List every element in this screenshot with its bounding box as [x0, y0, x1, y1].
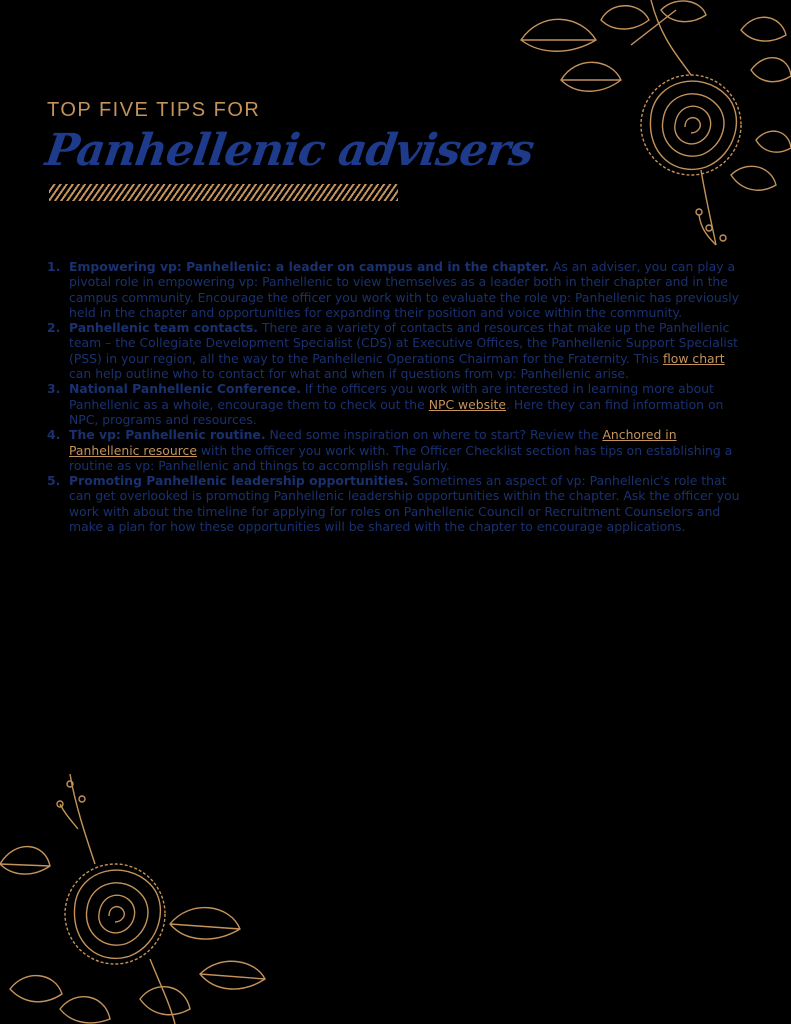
rose-floral-illustration — [501, 0, 791, 250]
tip-heading: Promoting Panhellenic leadership opportunities. — [69, 473, 409, 489]
page-kicker: TOP FIVE TIPS FOR — [47, 99, 261, 121]
tip-number: 2. — [47, 320, 61, 336]
flow-chart-link[interactable]: flow chart — [662, 350, 725, 366]
tips-list — [47, 259, 747, 534]
tip-number: 5. — [47, 473, 61, 489]
tip-number: 1. — [47, 259, 61, 274]
tip-heading: National Panhellenic Conference. — [69, 381, 301, 397]
list-item — [47, 320, 747, 381]
anchored-resource-link[interactable]: Anchored in Panhellenic resource — [69, 427, 677, 458]
tip-number: 3. — [47, 381, 61, 397]
tip-number: 4. — [47, 427, 61, 443]
tip-heading: Panhellenic team contacts. — [69, 320, 259, 336]
npc-website-link[interactable]: NPC website — [428, 396, 507, 412]
tip-body: As an adviser, you can play a pivotal role in empowering vp: Panhellenic to view themselves as a leader both in their chapter and in the campus community. Encourage the officer you work with to evaluate the role vp: Panhellenic has previously held in the chapter and opportunities for expanding their position and voice within the community. — [69, 259, 739, 320]
tip-heading: The vp: Panhellenic routine. — [69, 427, 266, 443]
tip-body: Sometimes an aspect of vp: Panhellenic's role that can get overlooked is promoting Panhellenic leadership opportunities within the chapter. Ask the officer you work with about the timeline for applying for roles on Panhellenic Council or Recruitment Counselors and make a plan for how these opportunities will be shared with the chapter to encourage applications. — [69, 473, 740, 535]
tip-body-after: with the officer you work with. The Officer Checklist section has tips on establishing a routine as vp: Panhellenic and things to accomplish regularly. — [69, 442, 733, 473]
decorative-hatch-bar — [49, 184, 398, 201]
list-item — [47, 473, 747, 534]
tip-body: If the officers you work with are interested in learning more about Panhellenic as a whole, encourage them to check out the — [69, 381, 714, 412]
tip-body: Need some inspiration on where to start? Review the — [265, 427, 603, 443]
list-item — [47, 381, 747, 427]
tip-body-after: . Here they can find information on NPC, programs and resources. — [69, 396, 724, 427]
tip-heading: Empowering vp: Panhellenic: a leader on campus and in the chapter. — [69, 259, 549, 274]
tip-body-after: can help outline who to contact for what and when if questions from vp: Panhellenic arise. — [69, 366, 629, 382]
list-item — [47, 427, 747, 473]
list-item — [47, 259, 747, 320]
rose-floral-illustration — [0, 774, 290, 1024]
page-title: Panhellenic advisers — [42, 125, 537, 176]
tip-body: There are a variety of contacts and resources that make up the Panhellenic team – the Collegiate Development Specialist (CDS) at Executive Offices, the Panhellenic Support Specialist (PSS) in your region, all the way to the Panhellenic Operations Chairman for the Fraternity. This — [69, 320, 739, 366]
